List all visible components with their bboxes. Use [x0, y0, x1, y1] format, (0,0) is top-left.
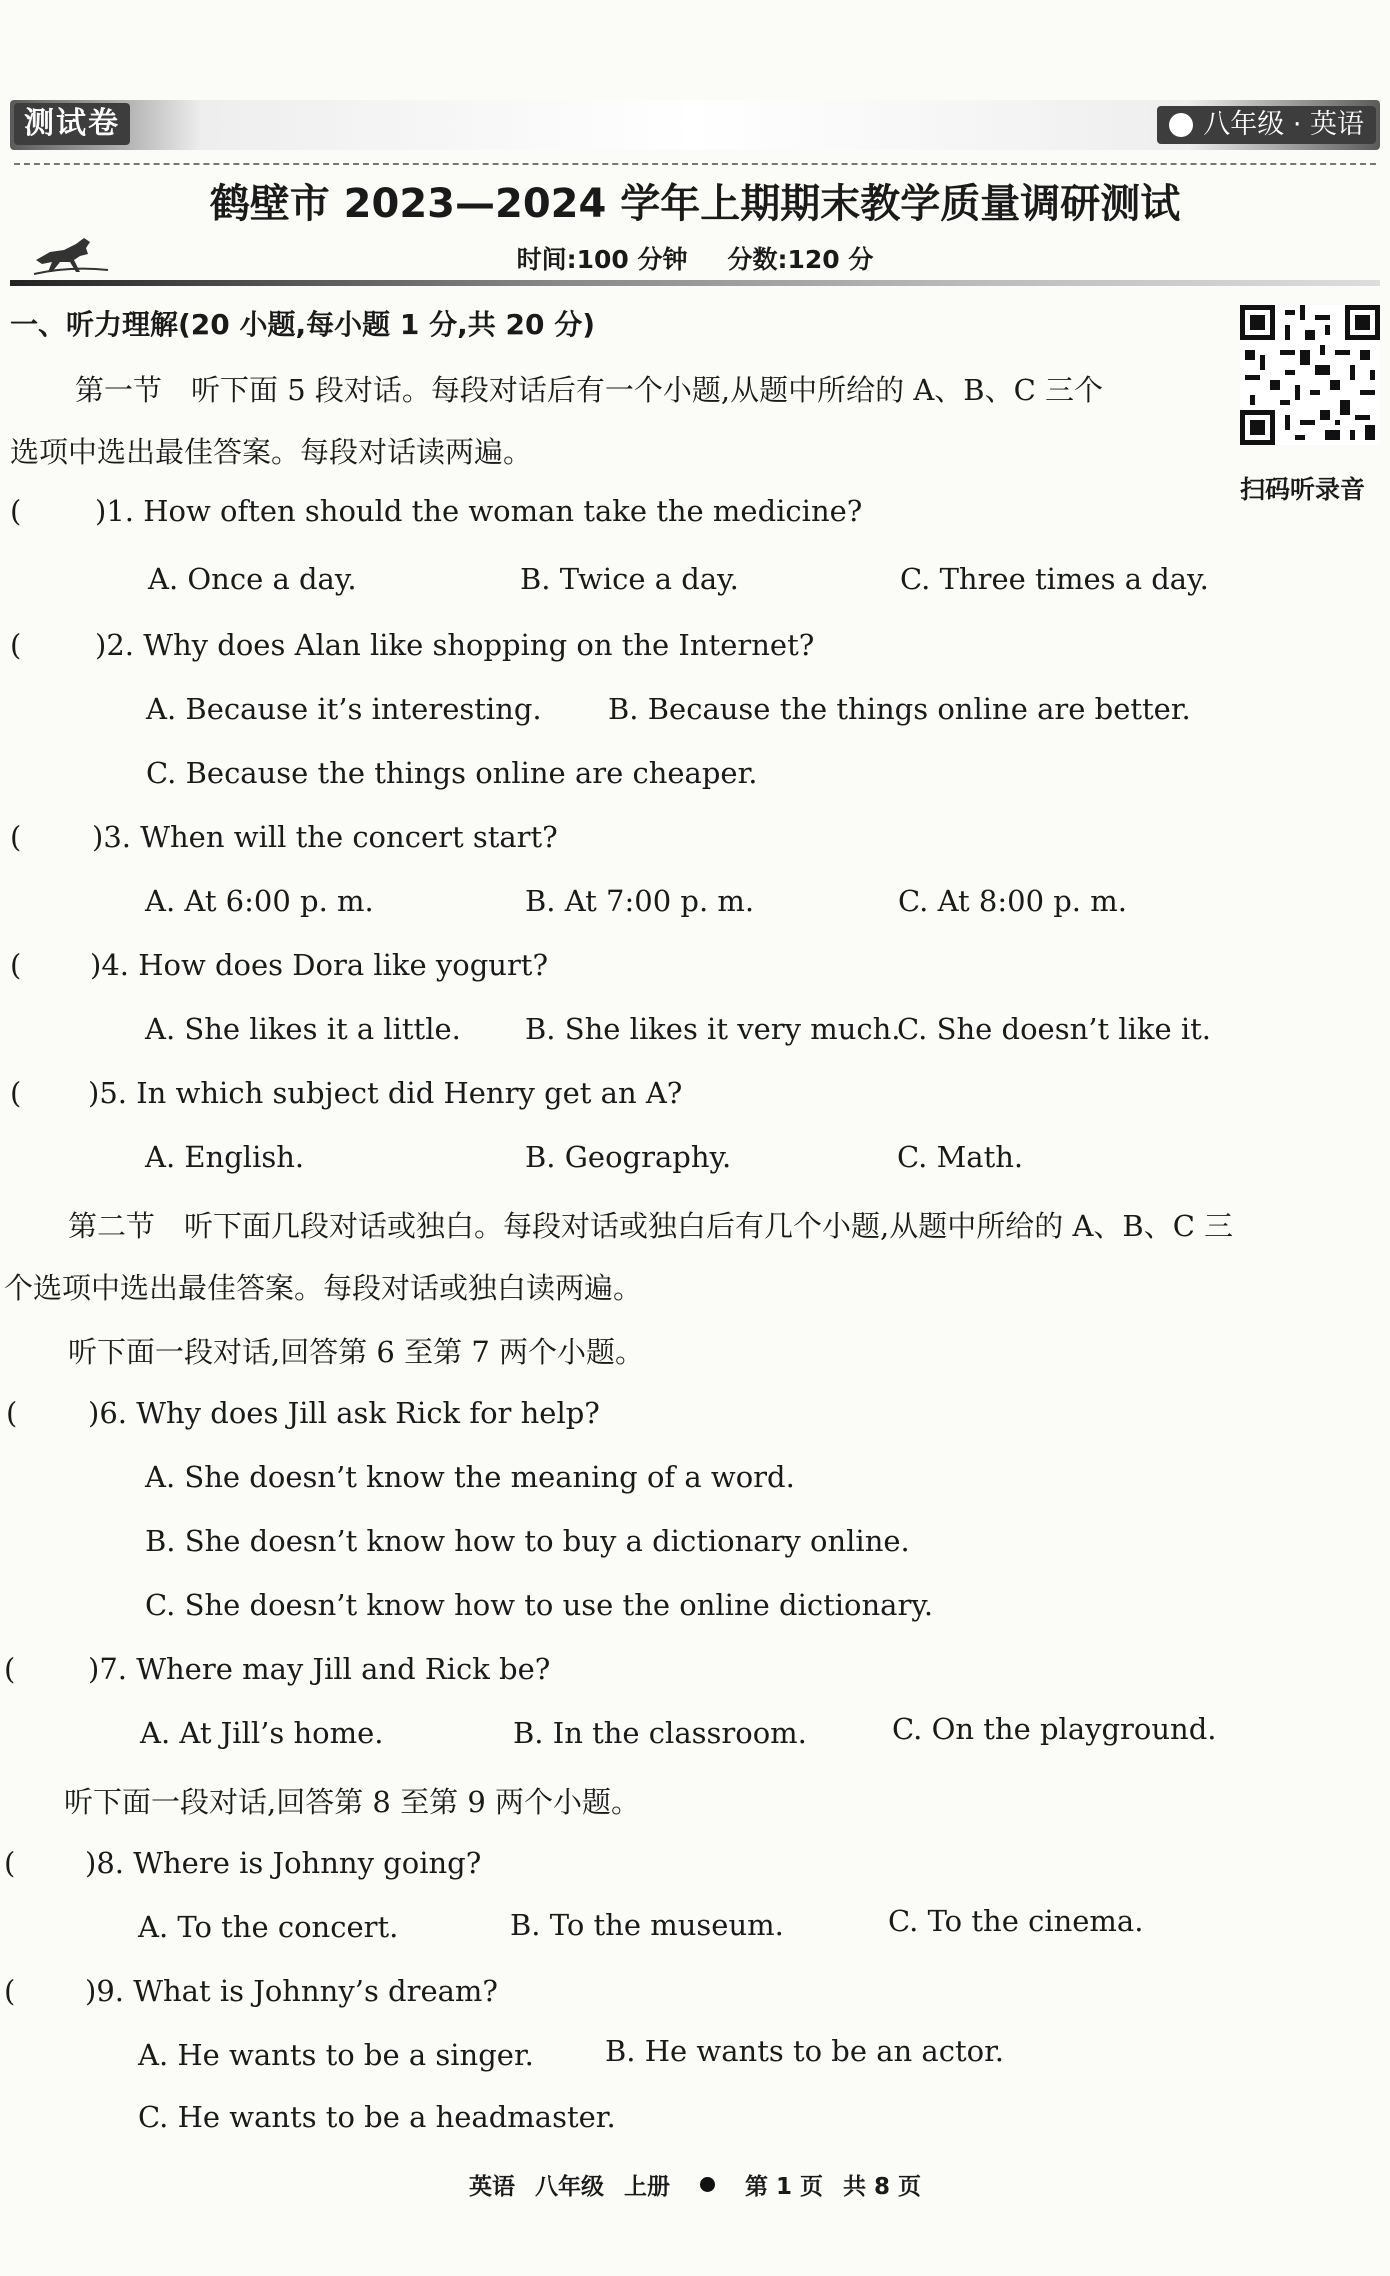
option-a: A. English.: [145, 1140, 305, 1174]
dialogue-intro-6-7: 听下面一段对话,回答第 6 至第 7 两个小题。: [68, 1335, 644, 1369]
answer-bracket: (: [10, 1076, 22, 1110]
option-b: B. In the classroom.: [513, 1716, 807, 1750]
option-c: C. He wants to be a headmaster.: [138, 2100, 616, 2134]
exam-score: 分数:120 分: [727, 245, 874, 274]
section-heading: 一、听力理解(20 小题,每小题 1 分,共 20 分): [10, 308, 596, 341]
part2-instruction-line2: 个选项中选出最佳答案。每段对话或独白读两遍。: [4, 1271, 643, 1305]
qr-code-icon[interactable]: [1240, 305, 1380, 445]
option-c: C. Math.: [897, 1140, 1024, 1174]
circle-icon: [1169, 113, 1193, 137]
header-underline: [10, 280, 1380, 286]
qr-label: 扫码听录音: [1240, 475, 1366, 504]
option-c: C. To the cinema.: [888, 1904, 1144, 1938]
option-a: A. Once a day.: [148, 562, 357, 596]
exam-meta: [0, 240, 1390, 276]
bullet-icon: [700, 2177, 715, 2192]
option-b: B. Twice a day.: [520, 562, 739, 596]
question-stem: )9. What is Johnny’s dream?: [85, 1974, 498, 2008]
answer-bracket: (: [10, 494, 22, 528]
answer-bracket: (: [4, 1652, 16, 1686]
answer-bracket: (: [10, 948, 22, 982]
exam-title: 鹤壁市 2023—2024 学年上期期末教学质量调研测试: [209, 181, 1181, 227]
page-footer: [0, 2168, 1390, 2201]
question-stem: )4. How does Dora like yogurt?: [90, 948, 549, 982]
part2-instruction-line1: 第二节 听下面几段对话或独白。每段对话或独白后有几个小题,从题中所给的 A、B、C 三: [68, 1209, 1234, 1243]
question-stem: )3. When will the concert start?: [92, 820, 558, 854]
option-b: B. He wants to be an actor.: [605, 2034, 1004, 2068]
option-b: B. At 7:00 p. m.: [525, 884, 755, 918]
option-b: B. To the museum.: [510, 1908, 784, 1942]
question-stem: )7. Where may Jill and Rick be?: [88, 1652, 551, 1686]
option-a: A. She likes it a little.: [145, 1012, 461, 1046]
answer-bracket: (: [4, 1846, 16, 1880]
question-stem: )5. In which subject did Henry get an A?: [88, 1076, 683, 1110]
option-b: B. She doesn’t know how to buy a dictionary online.: [145, 1524, 910, 1558]
answer-bracket: (: [6, 1396, 18, 1430]
part1-instruction-line1: 第一节 听下面 5 段对话。每段对话后有一个小题,从题中所给的 A、B、C 三个: [75, 373, 1103, 407]
footer-subject: 英语: [468, 2174, 515, 2200]
option-a: A. To the concert.: [138, 1910, 399, 1944]
option-b: B. Because the things online are better.: [608, 692, 1191, 726]
answer-bracket: (: [10, 820, 22, 854]
dashed-divider: [14, 163, 1376, 165]
dialogue-intro-8-9: 听下面一段对话,回答第 8 至第 9 两个小题。: [64, 1785, 640, 1819]
footer-total: 共 8 页: [843, 2174, 922, 2200]
option-c: C. Because the things online are cheaper.: [146, 756, 758, 790]
answer-bracket: (: [4, 1974, 16, 2008]
option-a: A. She doesn’t know the meaning of a word.: [145, 1460, 795, 1494]
exam-time: 时间:100 分钟: [516, 245, 688, 274]
part1-instruction-line2: 选项中选出最佳答案。每段对话读两遍。: [10, 435, 533, 469]
footer-volume: 上册: [623, 2174, 670, 2200]
option-b: B. Geography.: [525, 1140, 732, 1174]
question-stem: )8. Where is Johnny going?: [85, 1846, 482, 1880]
option-a: A. Because it’s interesting.: [146, 692, 542, 726]
grade-subject-tag: [1157, 106, 1376, 144]
question-stem: )1. How often should the woman take the medicine?: [95, 494, 863, 528]
brand-logo: 测试卷: [14, 103, 130, 145]
grade-subject-label: 八年级 · 英语: [1203, 109, 1364, 140]
option-c: C. On the playground.: [892, 1712, 1217, 1746]
option-c: C. Three times a day.: [900, 562, 1209, 596]
option-c: C. She doesn’t like it.: [897, 1012, 1212, 1046]
option-c: C. She doesn’t know how to use the online dictionary.: [145, 1588, 934, 1622]
option-a: A. At 6:00 p. m.: [145, 884, 374, 918]
option-c: C. At 8:00 p. m.: [898, 884, 1127, 918]
option-b: B. She likes it very much.: [525, 1012, 901, 1046]
footer-grade: 八年级: [534, 2174, 604, 2200]
option-a: A. He wants to be a singer.: [138, 2038, 534, 2072]
question-stem: )2. Why does Alan like shopping on the Internet?: [95, 628, 815, 662]
option-a: A. At Jill’s home.: [140, 1716, 384, 1750]
answer-bracket: (: [10, 628, 22, 662]
question-stem: )6. Why does Jill ask Rick for help?: [88, 1396, 600, 1430]
footer-page: 第 1 页: [744, 2174, 823, 2200]
horse-icon: [30, 230, 110, 280]
